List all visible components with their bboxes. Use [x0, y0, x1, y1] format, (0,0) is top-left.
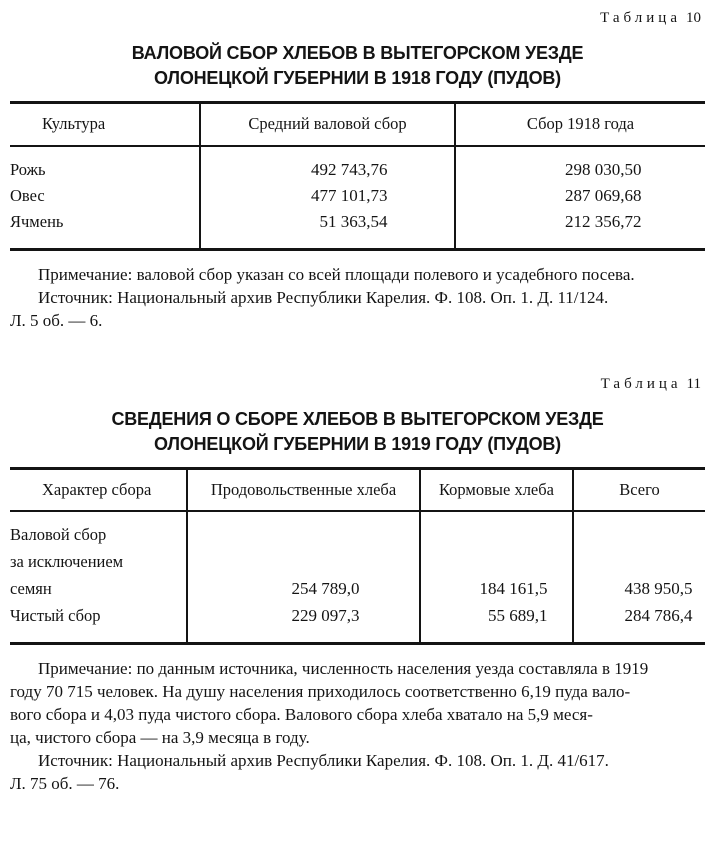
- table10-col-1918: Сбор 1918 года: [455, 103, 705, 146]
- table11-title: [10, 407, 705, 457]
- table10-title-line2: ОЛОНЕЦКОЙ ГУБЕРНИИ В 1918 ГОДУ (ПУДОВ): [154, 68, 561, 88]
- culture-cell: Ячмень: [10, 211, 64, 231]
- table11-col-food-grain: Продовольственные хлеба: [187, 468, 420, 511]
- table-row: [10, 511, 705, 602]
- table-row: [10, 209, 705, 250]
- label-line: за исключением: [10, 552, 124, 571]
- table11-col-fodder-grain: Кормовые хлеба: [420, 468, 573, 511]
- gross-1918-cell: [455, 146, 705, 183]
- culture-cell: Рожь: [10, 159, 46, 179]
- table-row: [10, 183, 705, 209]
- table11-col-total: Всего: [573, 468, 705, 511]
- collection-type-cell: Чистый сбор: [10, 606, 101, 625]
- table11-caption-number: 11: [686, 375, 701, 392]
- source-line-continued: Л. 75 об. — 76.: [10, 774, 120, 793]
- fodder-grain-cell: [420, 602, 573, 644]
- table11-note: [10, 657, 705, 795]
- table10-col-avg-gross: Средний валовой сбор: [200, 103, 455, 146]
- note-line: ца, чистого сбора — на 3,9 месяца в году.: [10, 728, 310, 747]
- total-value: 284 786,4: [624, 606, 693, 625]
- table10-caption: [10, 0, 705, 27]
- avg-gross-cell: [200, 146, 455, 183]
- total-value: 438 950,5: [624, 579, 693, 598]
- table11-title-line1: СВЕДЕНИЯ О СБОРЕ ХЛЕБОВ В ВЫТЕГОРСКОМ УЕЗДЕ: [111, 408, 604, 429]
- fodder-grain-value: 184 161,5: [479, 579, 548, 598]
- food-grain-value: 254 789,0: [291, 579, 360, 598]
- table11-title-line2: ОЛОНЕЦКОЙ ГУБЕРНИИ В 1919 ГОДУ (ПУДОВ): [154, 433, 561, 454]
- culture-cell: Овес: [10, 185, 45, 205]
- fodder-grain-cell: [420, 511, 573, 602]
- note-line: Примечание: по данным источника, численность населения уезда составляла в 1919: [38, 659, 649, 678]
- table10-caption-number: 10: [686, 10, 701, 26]
- gross-1918-value: 287 069,68: [565, 185, 642, 205]
- avg-gross-value: 492 743,76: [311, 159, 388, 179]
- note-line: году 70 715 человек. На душу населения приходилось соответственно 6,19 пуда вало-: [10, 682, 631, 701]
- table10-caption-word: Таблица: [600, 10, 681, 26]
- table10-col-culture: Культура: [42, 114, 106, 134]
- table-row: [10, 146, 705, 183]
- source-line: Источник: Национальный архив Республики Карелия. Ф. 108. Оп. 1. Д. 41/617.: [38, 751, 609, 770]
- note-line: вого сбора и 4,03 пуда чистого сбора. Валового сбора хлеба хватало на 5,9 меся-: [10, 705, 593, 724]
- source-line: Источник: Национальный архив Республики Карелия. Ф. 108. Оп. 1. Д. 11/124.: [38, 287, 609, 307]
- collection-type-cell: [10, 511, 187, 602]
- avg-gross-cell: [200, 209, 455, 250]
- label-line: Валовой сбор: [10, 525, 107, 544]
- food-grain-cell: [187, 602, 420, 644]
- label-line: семян: [10, 579, 52, 598]
- gross-1918-value: 212 356,72: [565, 211, 642, 231]
- food-grain-cell: [187, 511, 420, 602]
- table10: [10, 101, 705, 251]
- table10-title: [10, 41, 705, 91]
- source-line-continued: Л. 5 об. — 6.: [10, 310, 103, 330]
- table-row: [10, 602, 705, 644]
- table11-header-row: [10, 468, 705, 511]
- table11: [10, 467, 705, 646]
- table10-header-row: [10, 103, 705, 146]
- gross-1918-cell: [455, 209, 705, 250]
- table10-title-line1: ВАЛОВОЙ СБОР ХЛЕБОВ В ВЫТЕГОРСКОМ УЕЗДЕ: [131, 43, 584, 63]
- total-cell: [573, 602, 705, 644]
- food-grain-value: 229 097,3: [291, 606, 360, 625]
- avg-gross-value: 477 101,73: [311, 185, 388, 205]
- note-line: Примечание: валовой сбор указан со всей площади полевого и усадебного посева.: [38, 264, 635, 284]
- table11-caption-word: Таблица: [600, 375, 682, 392]
- gross-1918-cell: [455, 183, 705, 209]
- table10-note: [10, 263, 705, 332]
- table11-col-character: Характер сбора: [42, 479, 152, 499]
- avg-gross-cell: [200, 183, 455, 209]
- table11-caption: [10, 376, 705, 393]
- fodder-grain-value: 55 689,1: [488, 606, 548, 625]
- total-cell: [573, 511, 705, 602]
- avg-gross-value: 51 363,54: [319, 211, 388, 231]
- gross-1918-value: 298 030,50: [565, 159, 642, 179]
